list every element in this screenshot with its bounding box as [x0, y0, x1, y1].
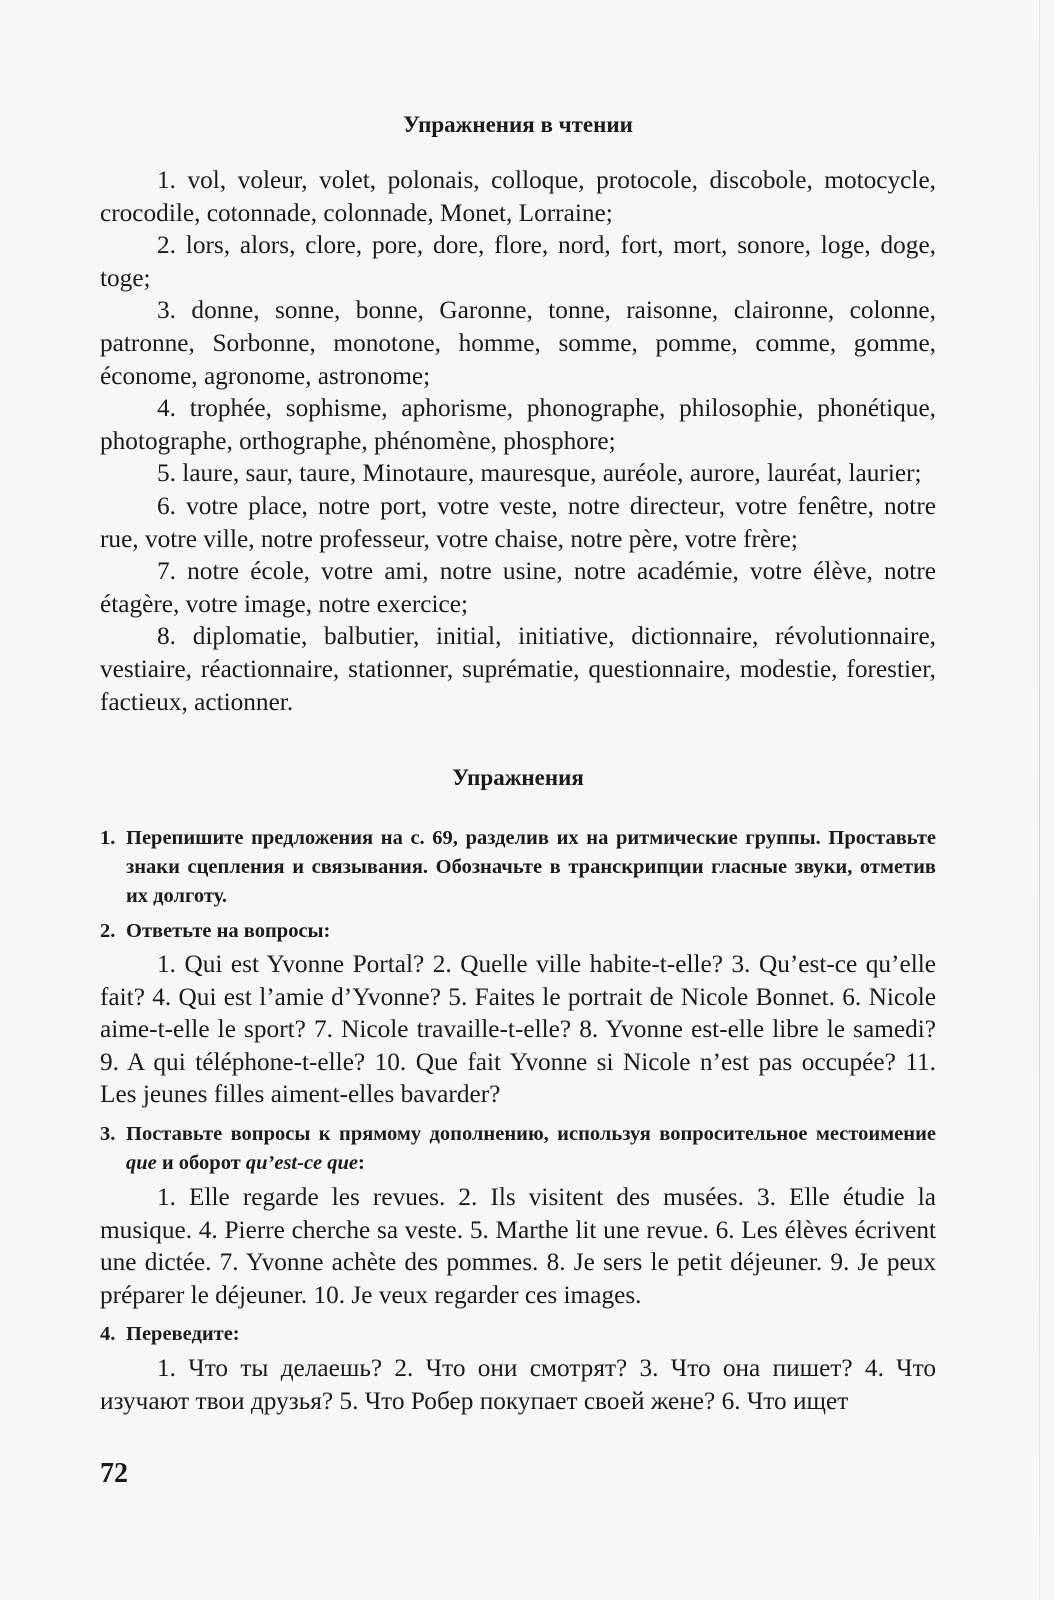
reading-item: 7. notre école, votre ami, notre usine, notre académie, votre élève, notre étagère, votre image, notre exercice;	[100, 557, 936, 618]
exercise-number: 2.	[100, 920, 116, 942]
reading-item: 3. donne, sonne, bonne, Garonne, tonne, raisonne, claironne, colonne, patronne, Sorbonne, monotone, homme, somme, pomme, comme, gomme, économe, agronome, astronome;	[100, 296, 936, 390]
exercises-section	[100, 824, 936, 1427]
exercise-4-text: 1. Что ты делаешь? 2. Что они смотрят? 3. Что она пишет? 4. Что изучают твои друзья? 5. Что Робер покупает своей жене? 6. Что ищет	[100, 1354, 936, 1415]
instruction-text: и оборот	[161, 1151, 241, 1174]
reading-item: 6. votre place, notre port, votre veste, notre directeur, votre fenêtre, notre rue, votre ville, notre professeur, votre chaise, notre père, votre frère;	[100, 491, 936, 553]
exercises-heading: Упражнения	[452, 765, 584, 790]
reading-item: 2. lors, alors, clore, pore, dore, flore, nord, fort, mort, sonore, loge, doge, toge;	[100, 231, 936, 292]
instruction-text: Перепишите предложения на с. 69, разделив их на ритмические группы. Проставьте знаки сцепления и связывания. Обозначьте в транскрипции гласные звуки, отметив их долготу.	[126, 827, 936, 907]
exercise-2-instruction	[100, 917, 936, 946]
reading-item: 1. vol, voleur, volet, polonais, colloque, protocole, discobole, motocycle, crocodile, cotonnade, colonnade, Monet, Lorraine;	[100, 166, 936, 227]
exercise-number: 1.	[100, 827, 116, 849]
exercise-2-text: 1. Qui est Yvonne Portal? 2. Quelle ville habite-t-elle? 3. Qu’est-ce qu’elle fait? 4. Qui est l’amie d’Yvonne? 5. Faites le portrait de Nicole Bonnet. 6. Nicole aime-t-elle le sport? 7. Nicole travaille-t-elle? 8. Yvonne est-elle libre le samedi? 9. A qui téléphone-t-elle? 10. Que fait Yvonne si Nicole n’est pas occupée? 11. Les jeunes filles aiment-elles bavarder?	[100, 950, 936, 1109]
exercise-4-instruction	[100, 1320, 936, 1349]
reading-item: 8. diplomatie, balbutier, initial, initiative, dictionnaire, révolutionnaire, vestiaire, réactionnaire, stationner, suprématie, questionnaire, modestie, forestier, factieux, actionner.	[100, 622, 936, 716]
instruction-punct: :	[358, 1151, 365, 1174]
reading-exercises-list	[100, 164, 936, 718]
reading-item: 5. laure, saur, taure, Minotaure, mauresque, auréole, aurore, lauréat, laurier;	[157, 459, 922, 488]
exercise-3-text: 1. Elle regarde les revues. 2. Ils visitent des musées. 3. Elle étudie la musique. 4. Pierre cherche sa veste. 5. Marthe lit une revue. 6. Les élèves écrivent une dictée. 7. Yvonne achète des pommes. 8. Je sers le petit déjeuner. 9. Je peux préparer le déjeuner. 10. Je veux regarder ces images.	[100, 1182, 936, 1309]
term-questce: qu’est-ce que	[245, 1151, 359, 1174]
instruction-text: Переведите:	[126, 1323, 240, 1346]
instruction-text: Поставьте вопросы к прямому дополнению, используя вопросительное местоимение	[126, 1122, 936, 1145]
exercise-number: 3.	[100, 1122, 116, 1145]
exercise-3-instruction	[100, 1120, 936, 1178]
page-number: 72	[100, 1458, 128, 1489]
exercise-1-instruction	[100, 824, 936, 911]
exercise-number: 4.	[100, 1323, 116, 1346]
reading-exercises-heading: Упражнения в чтении	[403, 112, 633, 137]
scan-edge-shadow	[1039, 0, 1040, 1600]
term-que: que	[126, 1151, 157, 1174]
reading-item: 4. trophée, sophisme, aphorisme, phonographe, philosophie, phonétique, photographe, orthographe, phénomène, phosphore;	[100, 394, 936, 455]
instruction-text: Ответьте на вопросы:	[126, 920, 331, 942]
